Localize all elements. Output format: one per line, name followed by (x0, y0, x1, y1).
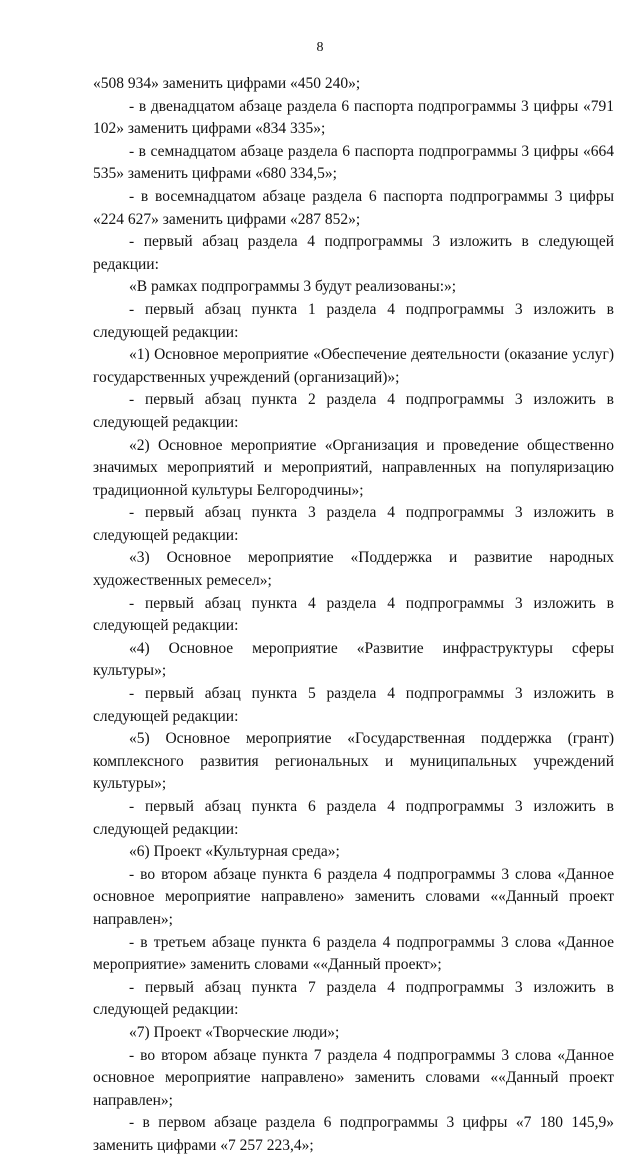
page-number: 8 (316, 40, 324, 55)
paragraph: «3) Основное мероприятие «Поддержка и развитие народных художественных ремесел»; (93, 549, 614, 590)
paragraph: - первый абзац пункта 2 раздела 4 подпрограммы 3 изложить в следующей редакции: (93, 391, 614, 431)
paragraph: - в первом абзаце раздела 6 подпрограммы 3 цифры «7 180 145,9» заменить цифрами «7 257 223,4»; (93, 1114, 614, 1154)
paragraph: - первый абзац пункта 1 раздела 4 подпрограммы 3 изложить в следующей редакции: (93, 300, 614, 341)
paragraph: - первый абзац пункта 6 раздела 4 подпрограммы 3 изложить в следующей редакции: (93, 798, 614, 838)
paragraph: - первый абзац пункта 4 раздела 4 подпрограммы 3 изложить в следующей редакции: (93, 594, 614, 635)
paragraph: - в двенадцатом абзаце раздела 6 паспорта подпрограммы 3 цифры «791 102» заменить цифрами «834 335»; (93, 97, 614, 138)
paragraph: - во втором абзаце пункта 7 раздела 4 подпрограммы 3 слова «Данное основное мероприятие направлено» заменить словами ««Данный проект направлен»; (93, 1046, 614, 1109)
paragraph: - в третьем абзаце пункта 6 раздела 4 подпрограммы 3 слова «Данное мероприятие» заменить словами ««Данный проект»; (93, 933, 614, 974)
paragraph: - первый абзац раздела 4 подпрограммы 3 изложить в следующей редакции: (93, 233, 614, 273)
paragraph: - во втором абзаце пункта 6 раздела 4 подпрограммы 3 слова «Данное основное мероприятие направлено» заменить словами ««Данный проект направлен»; (93, 865, 614, 928)
paragraph: «6) Проект «Культурная среда»; (129, 843, 340, 861)
paragraph: - в восемнадцатом абзаце раздела 6 паспорта подпрограммы 3 цифры «224 627» заменить цифрами «287 852»; (93, 187, 614, 228)
paragraph: «508 934» заменить цифрами «450 240»; (93, 75, 361, 92)
paragraph: «1) Основное мероприятие «Обеспечение деятельности (оказание услуг) государственных учреждений (организаций)»; (93, 346, 614, 386)
document-body (93, 73, 614, 1158)
paragraph: «2) Основное мероприятие «Организация и проведение общественно значимых мероприятий и мероприятий, направленных на популяризацию традиционной культуры Белгородчины»; (93, 436, 614, 499)
paragraph: - первый абзац пункта 3 раздела 4 подпрограммы 3 изложить в следующей редакции: (93, 504, 614, 544)
paragraph: - в семнадцатом абзаце раздела 6 паспорта подпрограммы 3 цифры «664 535» заменить цифрами «680 334,5»; (93, 142, 614, 183)
paragraph: - первый абзац пункта 5 раздела 4 подпрограммы 3 изложить в следующей редакции: (93, 685, 614, 725)
paragraph: - первый абзац пункта 7 раздела 4 подпрограммы 3 изложить в следующей редакции: (93, 978, 614, 1019)
paragraph: «7) Проект «Творческие люди»; (129, 1023, 340, 1041)
paragraph: «5) Основное мероприятие «Государственная поддержка (грант) комплексного развития региональных и муниципальных учреждений культуры»; (93, 730, 614, 793)
paragraph: «В рамках подпрограммы 3 будут реализованы:»; (129, 278, 457, 296)
paragraph: «4) Основное мероприятие «Развитие инфраструктуры сферы культуры»; (93, 639, 614, 680)
